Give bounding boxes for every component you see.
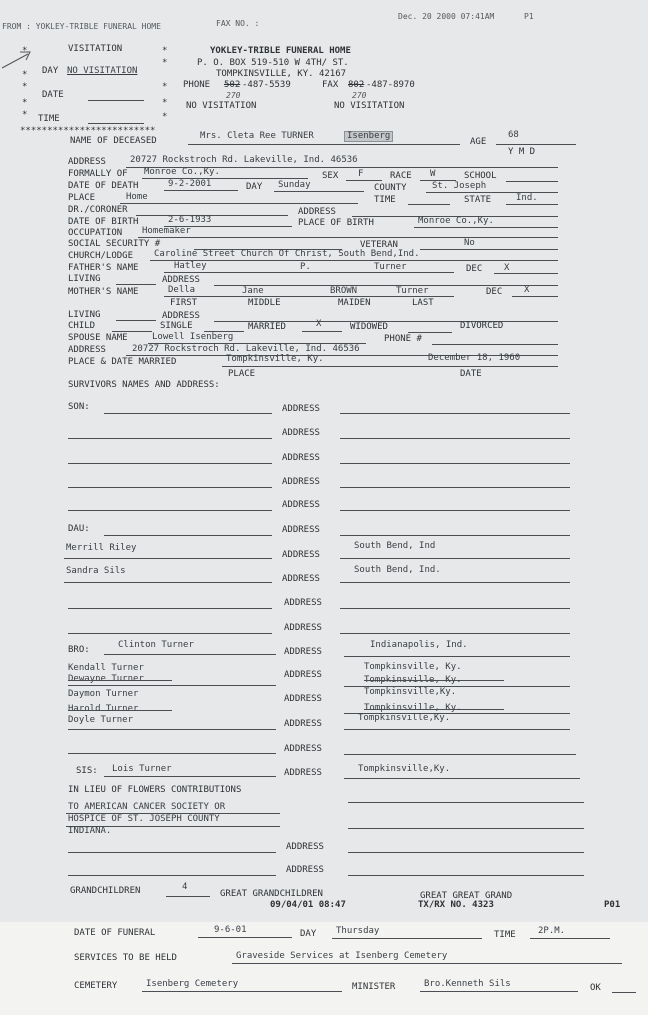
brother-city: Tompkinsville, Ky. — [364, 703, 462, 713]
daughter-city: South Bend, Ind. — [354, 565, 441, 575]
visit-day-value: NO VISITATION — [67, 66, 138, 76]
father-label: FATHER'S NAME — [68, 263, 139, 273]
church-label: CHURCH/LODGE — [68, 251, 134, 261]
home-phone-number: -487-5539 — [242, 80, 291, 90]
brother-name: Clinton Turner — [118, 640, 194, 650]
county-value: St. Joseph — [432, 181, 487, 191]
home-address: P. O. BOX 519-510 W 4TH/ ST. — [197, 58, 349, 68]
home-city: TOMPKINSVILLE, KY. 42167 — [216, 69, 347, 79]
fax-from: FROM : YOKLEY-TRIBLE FUNERAL HOME — [2, 22, 161, 31]
great-grandchildren-label: GREAT GRANDCHILDREN — [220, 889, 323, 899]
funeral-time-label: TIME — [494, 930, 516, 940]
date-caption: DATE — [460, 369, 482, 379]
deceased-name-label: NAME OF DECEASED — [70, 136, 157, 146]
home-fax-number: -487-8970 — [366, 80, 415, 90]
occupation-label: OCCUPATION — [68, 228, 123, 238]
minister-value: Bro.Kenneth Sils — [424, 979, 511, 989]
handwritten-area-code: 270 — [226, 91, 241, 100]
mother-middle: Jane — [242, 286, 264, 296]
bro-address-label: ADDRESS — [284, 694, 322, 704]
school-label: SCHOOL — [464, 171, 497, 181]
flowers-address-label: ADDRESS — [286, 842, 324, 852]
brother-name: Dewayne Turner — [68, 674, 144, 684]
spouse-name: Lowell Isenberg — [152, 332, 234, 342]
cemetery-value: Isenberg Cemetery — [146, 979, 239, 989]
daughter-city: South Bend, Ind — [354, 541, 436, 551]
son-label: SON: — [68, 402, 90, 412]
father-last: Turner — [374, 262, 407, 272]
bro-label: BRO: — [68, 645, 90, 655]
brother-city: Indianapolis, Ind. — [370, 640, 468, 650]
coroner-label: DR./CORONER — [68, 205, 128, 215]
father-living-address-label: ADDRESS — [162, 275, 200, 285]
father-living-label: LIVING — [68, 274, 101, 284]
daughter-name: Merrill Riley — [66, 543, 137, 553]
mother-last: Turner — [396, 286, 429, 296]
death-day-label: DAY — [246, 182, 263, 192]
mother-living-label: LIVING — [68, 310, 101, 320]
state-value: Ind. — [516, 193, 538, 203]
sex-label: SEX — [322, 171, 339, 181]
spouse-phone-label: PHONE # — [384, 334, 422, 344]
brother-name: Daymon Turner — [68, 689, 139, 699]
son-address-label: ADDRESS — [282, 428, 320, 438]
maiden-caption: MAIDEN — [338, 298, 371, 308]
bro-address-label: ADDRESS — [284, 647, 322, 657]
veteran-value: No — [464, 238, 475, 248]
sex-value: F — [358, 169, 364, 179]
deceased-maiden-name: Isenberg — [344, 131, 393, 142]
date-of-death-value: 9-2-2001 — [168, 179, 212, 189]
bro-address-label: ADDRESS — [284, 719, 322, 729]
dau-address-label: ADDRESS — [282, 525, 320, 535]
flowers-label: IN LIEU OF FLOWERS CONTRIBUTIONS — [68, 785, 242, 795]
occupation-value: Homemaker — [142, 226, 191, 236]
sister-city: Tompkinsville,Ky. — [358, 764, 451, 774]
fax-footer-timestamp: 09/04/01 08:47 — [270, 900, 346, 910]
brother-name: Doyle Turner — [68, 715, 134, 725]
services-value: Graveside Services at Isenberg Cemetery — [236, 951, 448, 961]
mother-maiden: BROWN — [330, 286, 358, 296]
county-label: COUNTY — [374, 183, 407, 193]
mother-label: MOTHER'S NAME — [68, 287, 139, 297]
handwritten-area-code: 270 — [352, 91, 367, 100]
dau-address-label: ADDRESS — [284, 623, 322, 633]
sis-label: SIS: — [76, 766, 98, 776]
formally-of-value: Monroe Co.,Ky. — [144, 167, 220, 177]
formally-of-label: FORMALLY OF — [68, 169, 128, 179]
grandchildren-label: GRANDCHILDREN — [70, 886, 141, 896]
date-of-birth-value: 2-6-1933 — [168, 215, 212, 225]
date-of-death-label: DATE OF DEATH — [68, 181, 139, 191]
widowed-label: WIDOWED — [350, 322, 388, 332]
brother-name: Harold Turner — [68, 704, 139, 714]
son-address-label: ADDRESS — [282, 404, 320, 414]
married-mark: X — [316, 319, 322, 329]
dau-address-label: ADDRESS — [282, 550, 320, 560]
home-fax-struck: 802 — [348, 80, 365, 90]
mother-dec-label: DEC — [486, 287, 503, 297]
son-address-label: ADDRESS — [282, 500, 320, 510]
married-date-value: December 18, 1960 — [428, 353, 521, 363]
home-phone-struck: 502 — [224, 80, 241, 90]
place-of-birth-label: PLACE OF BIRTH — [298, 218, 374, 228]
ok-label: OK — [590, 983, 601, 993]
home-phone-label: PHONE — [183, 80, 211, 90]
fax-form-sheet: FROM : YOKLEY-TRIBLE FUNERAL HOME FAX NO. : Dec. 20 2000 07:41AM P1 * * * * * * * * * * ************************* VISITATION DAY NO VISITATION DATE TIME YOKLEY-TRIBLE FUNERAL HOME P. O. BOX 519-510 W 4TH/ ST. TOMPKINSVILLE, KY. 42167 PHONE 502 -487-5539 FAX 802 -487-8970 270 270 NO VISITATION NO VISITATION NAME OF DECEASED Mrs. Cleta Ree TURNER Isenberg AGE 68 Y M D ADDRESS 20727 Rockstroch Rd. Lakeville, Ind. 46536 FORMALLY OF Monroe Co.,Ky. SEX F RACE W SCHOOL DATE OF DEATH 9-2-2001 DAY Sunday COUNTY St. Joseph PLACE Home TIME STATE Ind. DR./CORONER ADDRESS DATE OF BIRTH 2-6-1933 PLACE OF BIRTH Monroe Co.,Ky. OCCUPATION Homemaker SOCIAL SECURITY # VETERAN No CHURCH/LODGE Caroline Street Church Of Christ, South Bend,Ind. FATHER'S NAME Hatley P. Turner DEC X LIVING ADDRESS MOTHER'S NAME Della Jane BROWN Turner DEC X FIRST MIDDLE MAIDEN LAST LIVING ADDRESS CHILD SINGLE MARRIED X WIDOWED DIVORCED SPOUSE NAME Lowell Isenberg PHONE # ADDRESS 20727 Rockstroch Rd. Lakeville, Ind. 46536 PLACE & DATE MARRIED Tompkinsville, Ky. December 18, 1960 PLACE DATE SURVIVORS NAMES AND ADDRESS: SON: ADDRESS ADDRESS ADDRESS ADDRESS ADDRESS DAU: ADDRESS Merrill Riley ADDRESS South Bend, Ind Sandra Sils ADDRESS South Bend, Ind. ADDRESS ADDRESS BRO: Clinton Turner ADDRESS Indianapolis, Ind. Kendall Turner Tompkinsville, Ky. ADDRESS Dewayne Turner Tompkinsville, Ky. Daymon Turner Tompkinsville,Ky. ADDRESS Harold Turner Tompkinsville, Ky. Doyle Turner Tompkinsville,Ky. ADDRESS ADDRESS SIS: Lois Turner ADDRESS Tompkinsville,Ky. IN LIEU OF FLOWERS CONTRIBUTIONS TO AMERICAN CANCER SOCIETY OR HOSPICE OF ST. JOSEPH COUNTY INDIANA. ADDRESS ADDRESS GRANDCHILDREN 4 GREAT GRANDCHILDREN GREAT GREAT GRAND 09/04/01 08:47 TX/RX NO. 4323 P01 — [0, 0, 648, 922]
place-of-birth-value: Monroe Co.,Ky. — [418, 216, 494, 226]
funeral-day-label: DAY — [300, 929, 317, 939]
child-label: CHILD — [68, 321, 96, 331]
funeral-details-strip — [0, 922, 648, 1015]
spouse-address-label: ADDRESS — [68, 345, 106, 355]
daughter-name: Sandra Sils — [66, 566, 126, 576]
fax-number-label: FAX NO. : — [216, 19, 260, 28]
spouse-label: SPOUSE NAME — [68, 333, 128, 343]
brother-city: Tompkinsville,Ky. — [364, 687, 457, 697]
first-caption: FIRST — [170, 298, 198, 308]
father-dec-label: DEC — [466, 264, 483, 274]
middle-caption: MIDDLE — [248, 298, 281, 308]
married-place-label: PLACE & DATE MARRIED — [68, 357, 177, 367]
veteran-label: VETERAN — [360, 240, 398, 250]
visit-date-label: DATE — [42, 90, 64, 100]
great-great-grand-label: GREAT GREAT GRAND — [420, 891, 513, 901]
bro-address-label: ADDRESS — [284, 744, 322, 754]
services-label: SERVICES TO BE HELD — [74, 953, 177, 963]
visitation-label: VISITATION — [68, 44, 123, 54]
race-label: RACE — [390, 171, 412, 181]
fax-timestamp: Dec. 20 2000 07:41AM — [398, 12, 495, 21]
death-day-value: Sunday — [278, 180, 311, 190]
church-value: Caroline Street Church Of Christ, South Bend,Ind. — [154, 249, 420, 259]
flowers-line-1: TO AMERICAN CANCER SOCIETY OR — [68, 802, 226, 812]
flowers-address-label: ADDRESS — [286, 865, 324, 875]
mother-living-address-label: ADDRESS — [162, 311, 200, 321]
cemetery-label: CEMETERY — [74, 981, 118, 991]
sister-name: Lois Turner — [112, 764, 172, 774]
flowers-line-2: HOSPICE OF ST. JOSEPH COUNTY — [68, 814, 220, 824]
fax-footer-page: P01 — [604, 900, 621, 910]
ssn-label: SOCIAL SECURITY # — [68, 239, 161, 249]
no-visitation-note: NO VISITATION — [334, 101, 405, 111]
place-caption: PLACE — [228, 369, 256, 379]
coroner-address-label: ADDRESS — [298, 207, 336, 217]
age-label: AGE — [470, 137, 487, 147]
deceased-name: Mrs. Cleta Ree TURNER — [200, 131, 314, 141]
visit-time-label: TIME — [38, 114, 60, 124]
state-label: STATE — [464, 195, 492, 205]
dau-address-label: ADDRESS — [284, 598, 322, 608]
minister-label: MINISTER — [352, 982, 396, 992]
grandchildren-value: 4 — [182, 882, 188, 892]
flowers-line-3: INDIANA. — [68, 826, 112, 836]
survivors-heading: SURVIVORS NAMES AND ADDRESS: — [68, 380, 220, 390]
funeral-day-value: Thursday — [336, 926, 380, 936]
brother-city: Tompkinsville,Ky. — [358, 713, 451, 723]
divorced-label: DIVORCED — [460, 321, 504, 331]
date-of-birth-label: DATE OF BIRTH — [68, 217, 139, 227]
death-place-label: PLACE — [68, 193, 96, 203]
no-visitation-note: NO VISITATION — [186, 101, 257, 111]
single-label: SINGLE — [160, 321, 193, 331]
spouse-address-value: 20727 Rockstroch Rd. Lakeville, Ind. 46536 — [132, 344, 360, 354]
home-fax-label: FAX — [322, 80, 339, 90]
dau-address-label: ADDRESS — [282, 574, 320, 584]
father-first: Hatley — [174, 261, 207, 271]
dau-label: DAU: — [68, 524, 90, 534]
brother-name: Kendall Turner — [68, 663, 144, 673]
mother-first: Della — [168, 285, 196, 295]
age-value: 68 — [508, 130, 519, 140]
death-time-label: TIME — [374, 195, 396, 205]
funeral-date-value: 9-6-01 — [214, 925, 247, 935]
fax-footer-txrx: TX/RX NO. 4323 — [418, 900, 494, 910]
hand-drawn-arrow-icon — [0, 40, 40, 76]
brother-city: Tompkinsville, Ky. — [364, 662, 462, 672]
death-place-value: Home — [126, 192, 148, 202]
bro-address-label: ADDRESS — [284, 670, 322, 680]
married-label: MARRIED — [248, 322, 286, 332]
father-middle: P. — [300, 262, 311, 272]
sis-address-label: ADDRESS — [284, 768, 322, 778]
address-label: ADDRESS — [68, 157, 106, 167]
visit-day-label: DAY — [42, 66, 59, 76]
race-value: W — [430, 169, 436, 179]
age-unit-captions: Y M D — [508, 147, 536, 157]
home-name: YOKLEY-TRIBLE FUNERAL HOME — [210, 46, 351, 56]
father-dec-mark: X — [504, 263, 510, 273]
married-place-value: Tompkinsville, Ky. — [226, 354, 324, 364]
last-caption: LAST — [412, 298, 434, 308]
mother-dec-mark: X — [524, 285, 530, 295]
brother-city: Tompkinsville, Ky. — [364, 675, 462, 685]
son-address-label: ADDRESS — [282, 453, 320, 463]
fax-page-number: P1 — [524, 12, 534, 21]
address-value: 20727 Rockstroch Rd. Lakeville, Ind. 46536 — [130, 155, 358, 165]
funeral-date-label: DATE OF FUNERAL — [74, 928, 156, 938]
funeral-time-value: 2P.M. — [538, 926, 566, 936]
son-address-label: ADDRESS — [282, 477, 320, 487]
star-border: * — [22, 46, 28, 56]
